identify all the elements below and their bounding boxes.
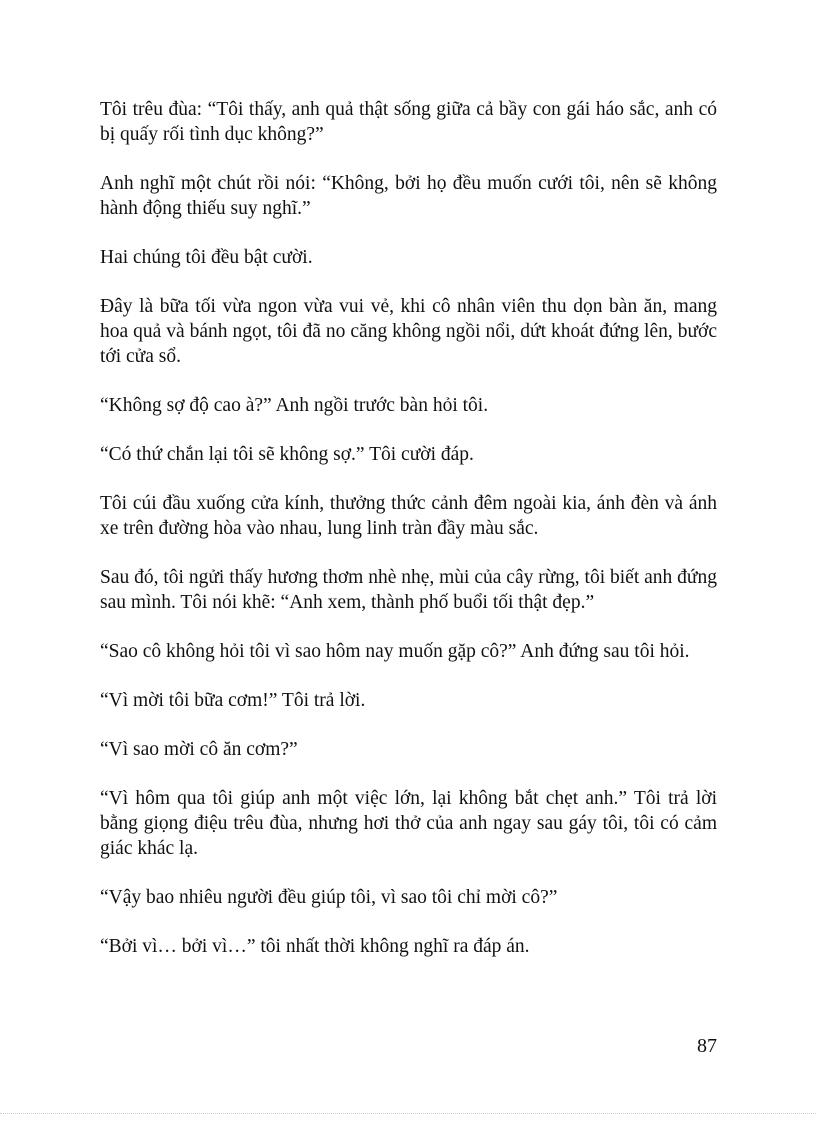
paragraph: Tôi trêu đùa: “Tôi thấy, anh quả thật sống giữa cả bầy con gái háo sắc, anh có bị quấy rối tình dục không?” [100,99,717,145]
paragraph: “Không sợ độ cao à?” Anh ngồi trước bàn hỏi tôi. [100,395,489,416]
page-bottom-divider [0,1113,816,1114]
paragraph: “Vậy bao nhiêu người đều giúp tôi, vì sao tôi chỉ mời cô?” [100,887,558,908]
page-body [100,97,717,983]
paragraph: “Vì hôm qua tôi giúp anh một việc lớn, lại không bắt chẹt anh.” Tôi trả lời bằng giọng điệu trêu đùa, nhưng hơi thở của anh ngay sau gáy tôi, tôi có cảm giác khác lạ. [100,788,717,859]
paragraph: Tôi cúi đầu xuống cửa kính, thưởng thức cảnh đêm ngoài kia, ánh đèn và ánh xe trên đường hòa vào nhau, lung linh tràn đầy màu sắc. [100,493,717,539]
paragraph: “Sao cô không hỏi tôi vì sao hôm nay muốn gặp cô?” Anh đứng sau tôi hỏi. [100,641,690,662]
paragraph: “Vì sao mời cô ăn cơm?” [100,739,298,760]
paragraph: “Có thứ chắn lại tôi sẽ không sợ.” Tôi cười đáp. [100,444,474,465]
paragraph: Hai chúng tôi đều bật cười. [100,247,313,268]
paragraph: “Vì mời tôi bữa cơm!” Tôi trả lời. [100,690,366,711]
paragraph: Đây là bữa tối vừa ngon vừa vui vẻ, khi cô nhân viên thu dọn bàn ăn, mang hoa quả và bánh ngọt, tôi đã no căng không ngồi nổi, dứt khoát đứng lên, bước tới cửa sổ. [100,296,717,367]
paragraph: Sau đó, tôi ngửi thấy hương thơm nhè nhẹ, mùi của cây rừng, tôi biết anh đứng sau mình. Tôi nói khẽ: “Anh xem, thành phố buổi tối thật đẹp.” [100,567,717,613]
paragraph: Anh nghĩ một chút rồi nói: “Không, bởi họ đều muốn cưới tôi, nên sẽ không hành động thiếu suy nghĩ.” [100,173,717,219]
paragraph: “Bởi vì… bởi vì…” tôi nhất thời không nghĩ ra đáp án. [100,936,530,957]
page-number: 87 [697,1035,717,1057]
